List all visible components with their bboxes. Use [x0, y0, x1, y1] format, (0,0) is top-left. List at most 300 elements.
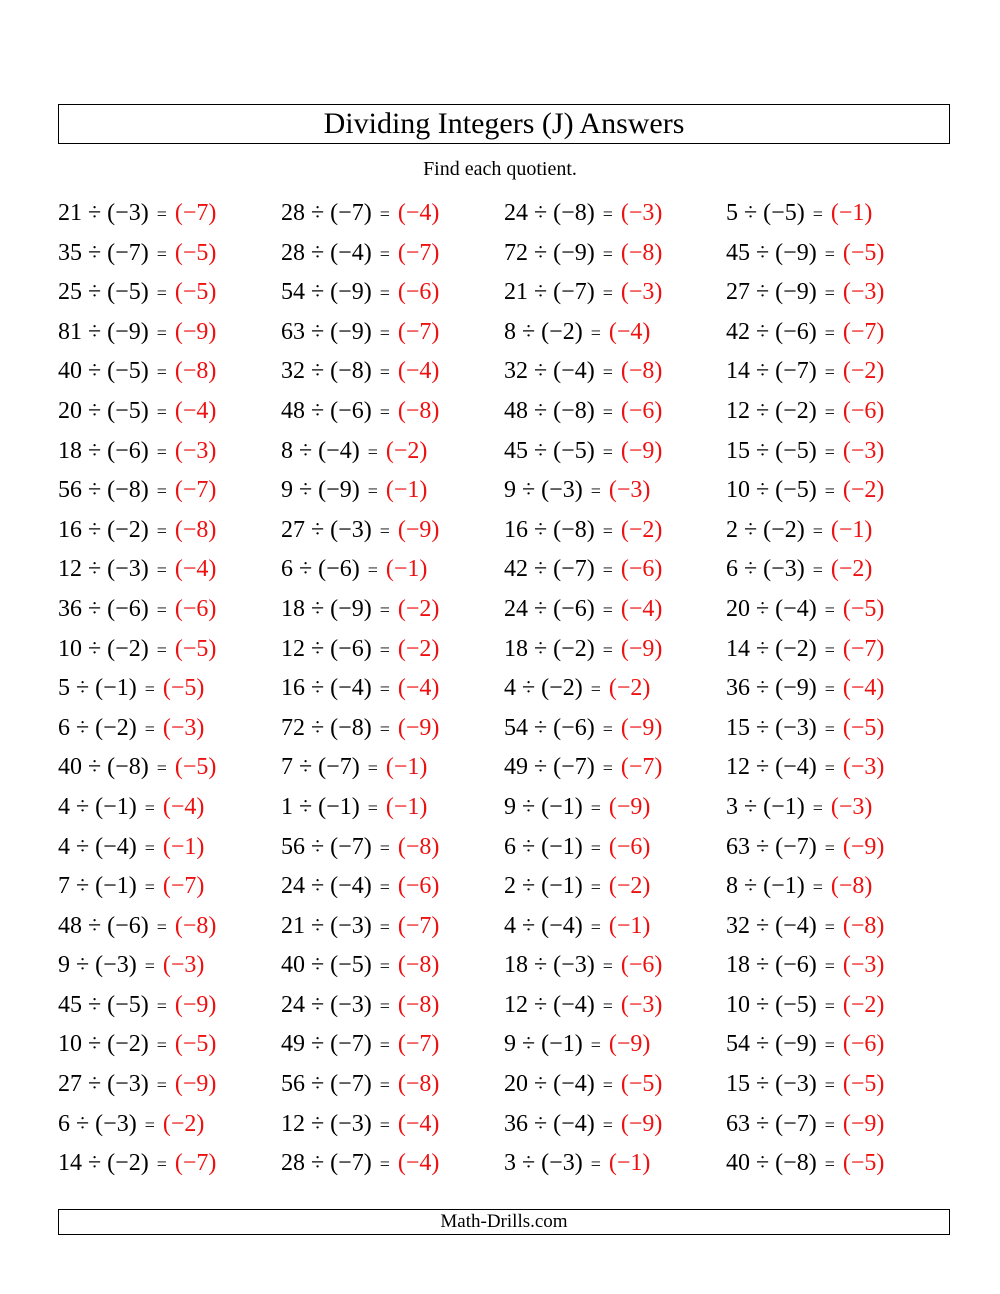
problem-question: 48 ÷ (−8)	[504, 397, 595, 424]
equals-sign: =	[590, 322, 601, 343]
problem-item	[726, 867, 948, 907]
problem-answer: (−9)	[620, 1110, 663, 1137]
problem-question: 56 ÷ (−7)	[281, 833, 372, 860]
problem-item	[504, 828, 726, 868]
problem-item	[726, 471, 948, 511]
equals-sign: =	[602, 599, 613, 620]
problem-item	[726, 432, 948, 472]
equals-sign: =	[812, 520, 823, 541]
problem-answer: (−7)	[162, 873, 205, 900]
problem-item	[726, 234, 948, 274]
problem-answer: (−2)	[608, 873, 651, 900]
problem-item	[504, 590, 726, 630]
problem-question: 6 ÷ (−1)	[504, 833, 583, 860]
problem-item	[504, 352, 726, 392]
equals-sign: =	[379, 877, 390, 898]
problem-answer: (−9)	[174, 1071, 217, 1098]
problem-question: 5 ÷ (−1)	[58, 675, 137, 702]
equals-sign: =	[590, 916, 601, 937]
equals-sign: =	[367, 758, 378, 779]
problem-item	[726, 1065, 948, 1105]
problem-item	[281, 471, 504, 511]
problem-question: 16 ÷ (−2)	[58, 516, 149, 543]
problem-answer: (−4)	[174, 556, 217, 583]
problem-question: 14 ÷ (−2)	[58, 1150, 149, 1177]
problem-item	[504, 273, 726, 313]
equals-sign: =	[144, 1114, 155, 1135]
footer-site: Math-Drills.com	[440, 1211, 568, 1232]
problem-item	[58, 1105, 281, 1145]
problem-question: 63 ÷ (−9)	[281, 318, 372, 345]
problem-answer: (−7)	[842, 635, 885, 662]
equals-sign: =	[824, 679, 835, 700]
problem-item	[58, 669, 281, 709]
problem-item	[281, 630, 504, 670]
equals-sign: =	[824, 243, 835, 264]
problem-item	[58, 432, 281, 472]
problem-question: 36 ÷ (−4)	[504, 1110, 595, 1137]
equals-sign: =	[379, 1075, 390, 1096]
equals-sign: =	[367, 797, 378, 818]
equals-sign: =	[824, 758, 835, 779]
problem-answer: (−7)	[174, 1150, 217, 1177]
equals-sign: =	[602, 956, 613, 977]
problem-item	[281, 550, 504, 590]
problem-answer: (−7)	[842, 318, 885, 345]
problem-item	[726, 630, 948, 670]
problem-item	[281, 828, 504, 868]
problem-answer: (−3)	[608, 477, 651, 504]
equals-sign: =	[824, 916, 835, 937]
problem-question: 45 ÷ (−9)	[726, 239, 817, 266]
problem-answer: (−4)	[174, 397, 217, 424]
problem-question: 10 ÷ (−5)	[726, 477, 817, 504]
problem-item	[281, 194, 504, 234]
problem-item	[281, 511, 504, 551]
equals-sign: =	[824, 718, 835, 739]
problem-answer: (−2)	[397, 635, 440, 662]
problem-answer: (−5)	[174, 279, 217, 306]
problem-item	[58, 788, 281, 828]
problem-answer: (−5)	[842, 1150, 885, 1177]
problem-item	[726, 748, 948, 788]
problem-answer: (−6)	[608, 833, 651, 860]
problem-item	[281, 986, 504, 1026]
problem-question: 49 ÷ (−7)	[281, 1031, 372, 1058]
equals-sign: =	[144, 679, 155, 700]
equals-sign: =	[824, 1075, 835, 1096]
problem-item	[281, 788, 504, 828]
equals-sign: =	[824, 639, 835, 660]
problem-item	[281, 313, 504, 353]
problem-answer: (−4)	[397, 1150, 440, 1177]
problem-answer: (−8)	[174, 912, 217, 939]
equals-sign: =	[156, 322, 167, 343]
problem-answer: (−1)	[385, 754, 428, 781]
equals-sign: =	[379, 243, 390, 264]
problem-item	[504, 1065, 726, 1105]
problem-answer: (−2)	[842, 358, 885, 385]
problem-answer: (−7)	[620, 754, 663, 781]
problem-question: 72 ÷ (−8)	[281, 714, 372, 741]
equals-sign: =	[379, 995, 390, 1016]
equals-sign: =	[824, 1154, 835, 1175]
problem-question: 48 ÷ (−6)	[281, 397, 372, 424]
problem-item	[726, 590, 948, 630]
problem-answer: (−4)	[608, 318, 651, 345]
problem-question: 49 ÷ (−7)	[504, 754, 595, 781]
problem-answer: (−2)	[385, 437, 428, 464]
problem-question: 48 ÷ (−6)	[58, 912, 149, 939]
equals-sign: =	[156, 639, 167, 660]
equals-sign: =	[379, 1154, 390, 1175]
problem-item	[726, 669, 948, 709]
equals-sign: =	[602, 401, 613, 422]
equals-sign: =	[602, 204, 613, 224]
problem-question: 18 ÷ (−6)	[726, 952, 817, 979]
problem-item	[726, 1105, 948, 1145]
problem-answer: (−9)	[397, 714, 440, 741]
problem-item	[726, 313, 948, 353]
equals-sign: =	[824, 837, 835, 858]
problem-question: 54 ÷ (−6)	[504, 714, 595, 741]
equals-sign: =	[602, 718, 613, 739]
equals-sign: =	[144, 837, 155, 858]
equals-sign: =	[602, 362, 613, 383]
problem-question: 45 ÷ (−5)	[504, 437, 595, 464]
problem-item	[726, 788, 948, 828]
equals-sign: =	[379, 599, 390, 620]
problem-answer: (−3)	[620, 279, 663, 306]
problem-item	[58, 709, 281, 749]
problem-question: 12 ÷ (−3)	[58, 556, 149, 583]
equals-sign: =	[379, 837, 390, 858]
problem-answer: (−2)	[842, 477, 885, 504]
problem-answer: (−3)	[842, 952, 885, 979]
problem-answer: (−8)	[397, 833, 440, 860]
problem-item	[58, 471, 281, 511]
problem-answer: (−4)	[620, 595, 663, 622]
equals-sign: =	[812, 877, 823, 898]
equals-sign: =	[156, 1075, 167, 1096]
equals-sign: =	[379, 639, 390, 660]
problem-answer: (−1)	[385, 556, 428, 583]
problem-item	[58, 550, 281, 590]
problem-answer: (−9)	[620, 714, 663, 741]
problem-answer: (−6)	[620, 952, 663, 979]
problem-item	[504, 907, 726, 947]
problem-question: 10 ÷ (−2)	[58, 1031, 149, 1058]
problem-grid	[58, 194, 958, 1184]
problem-answer: (−5)	[174, 754, 217, 781]
problem-answer: (−1)	[162, 833, 205, 860]
problem-answer: (−9)	[842, 1110, 885, 1137]
problem-question: 40 ÷ (−5)	[281, 952, 372, 979]
problem-answer: (−9)	[608, 1031, 651, 1058]
equals-sign: =	[156, 995, 167, 1016]
instructions: Find each quotient.	[423, 158, 577, 180]
problem-question: 32 ÷ (−4)	[504, 358, 595, 385]
problem-question: 21 ÷ (−3)	[281, 912, 372, 939]
equals-sign: =	[602, 243, 613, 264]
problem-answer: (−3)	[620, 991, 663, 1018]
problem-item	[58, 352, 281, 392]
equals-sign: =	[602, 639, 613, 660]
problem-question: 42 ÷ (−6)	[726, 318, 817, 345]
equals-sign: =	[156, 243, 167, 264]
problem-question: 2 ÷ (−1)	[504, 873, 583, 900]
problem-answer: (−4)	[397, 675, 440, 702]
problem-question: 36 ÷ (−9)	[726, 675, 817, 702]
problem-item	[504, 867, 726, 907]
equals-sign: =	[379, 1114, 390, 1135]
problem-item	[504, 986, 726, 1026]
problem-question: 9 ÷ (−9)	[281, 477, 360, 504]
equals-sign: =	[379, 1035, 390, 1056]
problem-item	[726, 986, 948, 1026]
problem-item	[504, 630, 726, 670]
problem-answer: (−3)	[162, 714, 205, 741]
problem-question: 9 ÷ (−3)	[504, 477, 583, 504]
problem-question: 21 ÷ (−7)	[504, 279, 595, 306]
problem-question: 7 ÷ (−1)	[58, 873, 137, 900]
problem-item	[281, 352, 504, 392]
problem-item	[281, 590, 504, 630]
problem-question: 42 ÷ (−7)	[504, 556, 595, 583]
problem-item	[58, 828, 281, 868]
problem-question: 35 ÷ (−7)	[58, 239, 149, 266]
problem-item	[281, 1025, 504, 1065]
problem-answer: (−7)	[397, 239, 440, 266]
equals-sign: =	[824, 599, 835, 620]
problem-question: 4 ÷ (−2)	[504, 675, 583, 702]
equals-sign: =	[824, 1114, 835, 1135]
problem-item	[504, 511, 726, 551]
equals-sign: =	[602, 995, 613, 1016]
problem-item	[726, 550, 948, 590]
problem-question: 12 ÷ (−4)	[726, 754, 817, 781]
problem-question: 6 ÷ (−3)	[58, 1110, 137, 1137]
equals-sign: =	[602, 1114, 613, 1135]
equals-sign: =	[602, 560, 613, 581]
problem-item	[726, 1025, 948, 1065]
problem-question: 12 ÷ (−2)	[726, 397, 817, 424]
problem-answer: (−3)	[174, 437, 217, 464]
problem-question: 21 ÷ (−3)	[58, 200, 149, 226]
problem-question: 10 ÷ (−2)	[58, 635, 149, 662]
problem-answer: (−2)	[162, 1110, 205, 1137]
equals-sign: =	[824, 322, 835, 343]
problem-answer: (−1)	[830, 516, 873, 543]
equals-sign: =	[156, 362, 167, 383]
problem-answer: (−9)	[842, 833, 885, 860]
problem-question: 18 ÷ (−6)	[58, 437, 149, 464]
problem-answer: (−5)	[620, 1071, 663, 1098]
problem-question: 2 ÷ (−2)	[726, 516, 805, 543]
problem-question: 24 ÷ (−4)	[281, 873, 372, 900]
problem-item	[281, 946, 504, 986]
problem-question: 40 ÷ (−8)	[726, 1150, 817, 1177]
problem-question: 12 ÷ (−3)	[281, 1110, 372, 1137]
equals-sign: =	[367, 560, 378, 581]
equals-sign: =	[367, 441, 378, 462]
problem-item	[504, 1105, 726, 1145]
problem-question: 20 ÷ (−5)	[58, 397, 149, 424]
problem-answer: (−5)	[842, 1071, 885, 1098]
problem-item	[504, 1144, 726, 1184]
problem-item	[281, 1144, 504, 1184]
equals-sign: =	[379, 322, 390, 343]
problem-answer: (−9)	[620, 437, 663, 464]
problem-answer: (−4)	[397, 1110, 440, 1137]
problem-item	[726, 194, 948, 234]
problem-item	[726, 392, 948, 432]
equals-sign: =	[379, 520, 390, 541]
equals-sign: =	[156, 758, 167, 779]
problem-item	[58, 511, 281, 551]
problem-item	[504, 392, 726, 432]
problem-question: 10 ÷ (−5)	[726, 991, 817, 1018]
problem-item	[726, 352, 948, 392]
problem-item	[726, 709, 948, 749]
equals-sign: =	[590, 481, 601, 502]
equals-sign: =	[812, 797, 823, 818]
problem-item	[58, 273, 281, 313]
problem-question: 15 ÷ (−3)	[726, 1071, 817, 1098]
problem-item	[281, 907, 504, 947]
equals-sign: =	[156, 441, 167, 462]
problem-answer: (−3)	[830, 793, 873, 820]
problem-question: 9 ÷ (−1)	[504, 793, 583, 820]
equals-sign: =	[824, 441, 835, 462]
problem-item	[504, 946, 726, 986]
equals-sign: =	[379, 401, 390, 422]
problem-answer: (−4)	[397, 200, 440, 226]
problem-question: 27 ÷ (−9)	[726, 279, 817, 306]
problem-answer: (−3)	[842, 754, 885, 781]
problem-answer: (−5)	[842, 714, 885, 741]
problem-question: 56 ÷ (−7)	[281, 1071, 372, 1098]
problem-item	[58, 590, 281, 630]
problem-answer: (−4)	[397, 358, 440, 385]
equals-sign: =	[144, 718, 155, 739]
problem-question: 6 ÷ (−2)	[58, 714, 137, 741]
problem-question: 4 ÷ (−1)	[58, 793, 137, 820]
problem-answer: (−1)	[385, 477, 428, 504]
problem-answer: (−8)	[620, 239, 663, 266]
problem-answer: (−3)	[162, 952, 205, 979]
equals-sign: =	[824, 956, 835, 977]
problem-question: 12 ÷ (−6)	[281, 635, 372, 662]
equals-sign: =	[379, 956, 390, 977]
problem-answer: (−4)	[842, 675, 885, 702]
equals-sign: =	[156, 560, 167, 581]
problem-item	[281, 392, 504, 432]
equals-sign: =	[367, 481, 378, 502]
problem-question: 20 ÷ (−4)	[726, 595, 817, 622]
problem-item	[281, 867, 504, 907]
equals-sign: =	[144, 797, 155, 818]
equals-sign: =	[144, 956, 155, 977]
equals-sign: =	[156, 916, 167, 937]
problem-answer: (−6)	[397, 279, 440, 306]
problem-answer: (−6)	[620, 556, 663, 583]
problem-question: 40 ÷ (−8)	[58, 754, 149, 781]
problem-answer: (−2)	[830, 556, 873, 583]
problem-answer: (−2)	[620, 516, 663, 543]
problem-answer: (−8)	[174, 516, 217, 543]
problem-answer: (−1)	[385, 793, 428, 820]
equals-sign: =	[602, 441, 613, 462]
problem-answer: (−8)	[397, 397, 440, 424]
problem-question: 25 ÷ (−5)	[58, 279, 149, 306]
problem-question: 72 ÷ (−9)	[504, 239, 595, 266]
problem-answer: (−3)	[842, 437, 885, 464]
problem-question: 20 ÷ (−4)	[504, 1071, 595, 1098]
equals-sign: =	[824, 401, 835, 422]
problem-question: 81 ÷ (−9)	[58, 318, 149, 345]
problem-answer: (−9)	[608, 793, 651, 820]
equals-sign: =	[379, 718, 390, 739]
equals-sign: =	[156, 204, 167, 224]
problem-question: 8 ÷ (−2)	[504, 318, 583, 345]
equals-sign: =	[824, 283, 835, 304]
problem-item	[504, 432, 726, 472]
equals-sign: =	[590, 1035, 601, 1056]
problem-answer: (−6)	[174, 595, 217, 622]
problem-item	[281, 1065, 504, 1105]
problem-question: 14 ÷ (−2)	[726, 635, 817, 662]
problem-question: 8 ÷ (−1)	[726, 873, 805, 900]
problem-answer: (−5)	[842, 595, 885, 622]
problem-question: 3 ÷ (−3)	[504, 1150, 583, 1177]
problem-item	[726, 273, 948, 313]
problem-answer: (−2)	[397, 595, 440, 622]
problem-question: 6 ÷ (−6)	[281, 556, 360, 583]
equals-sign: =	[156, 481, 167, 502]
problem-question: 36 ÷ (−6)	[58, 595, 149, 622]
problem-answer: (−1)	[830, 200, 873, 226]
problem-question: 7 ÷ (−7)	[281, 754, 360, 781]
problem-answer: (−6)	[842, 1031, 885, 1058]
problem-item	[504, 669, 726, 709]
problem-item	[58, 1144, 281, 1184]
problem-question: 5 ÷ (−5)	[726, 200, 805, 226]
problem-item	[58, 946, 281, 986]
problem-question: 28 ÷ (−4)	[281, 239, 372, 266]
problem-answer: (−5)	[842, 239, 885, 266]
problem-question: 15 ÷ (−5)	[726, 437, 817, 464]
problem-question: 9 ÷ (−1)	[504, 1031, 583, 1058]
equals-sign: =	[590, 837, 601, 858]
problem-answer: (−5)	[174, 635, 217, 662]
problem-item	[281, 669, 504, 709]
problem-item	[58, 1025, 281, 1065]
problem-item	[281, 709, 504, 749]
problem-answer: (−3)	[620, 200, 663, 226]
equals-sign: =	[156, 1154, 167, 1175]
worksheet-title-box	[58, 104, 950, 144]
problem-question: 54 ÷ (−9)	[726, 1031, 817, 1058]
equals-sign: =	[156, 283, 167, 304]
problem-item	[281, 432, 504, 472]
problem-answer: (−8)	[397, 1071, 440, 1098]
problem-answer: (−9)	[620, 635, 663, 662]
worksheet-title: Dividing Integers (J) Answers	[323, 107, 685, 140]
problem-question: 63 ÷ (−7)	[726, 833, 817, 860]
problem-answer: (−1)	[608, 1150, 651, 1177]
problem-item	[504, 313, 726, 353]
